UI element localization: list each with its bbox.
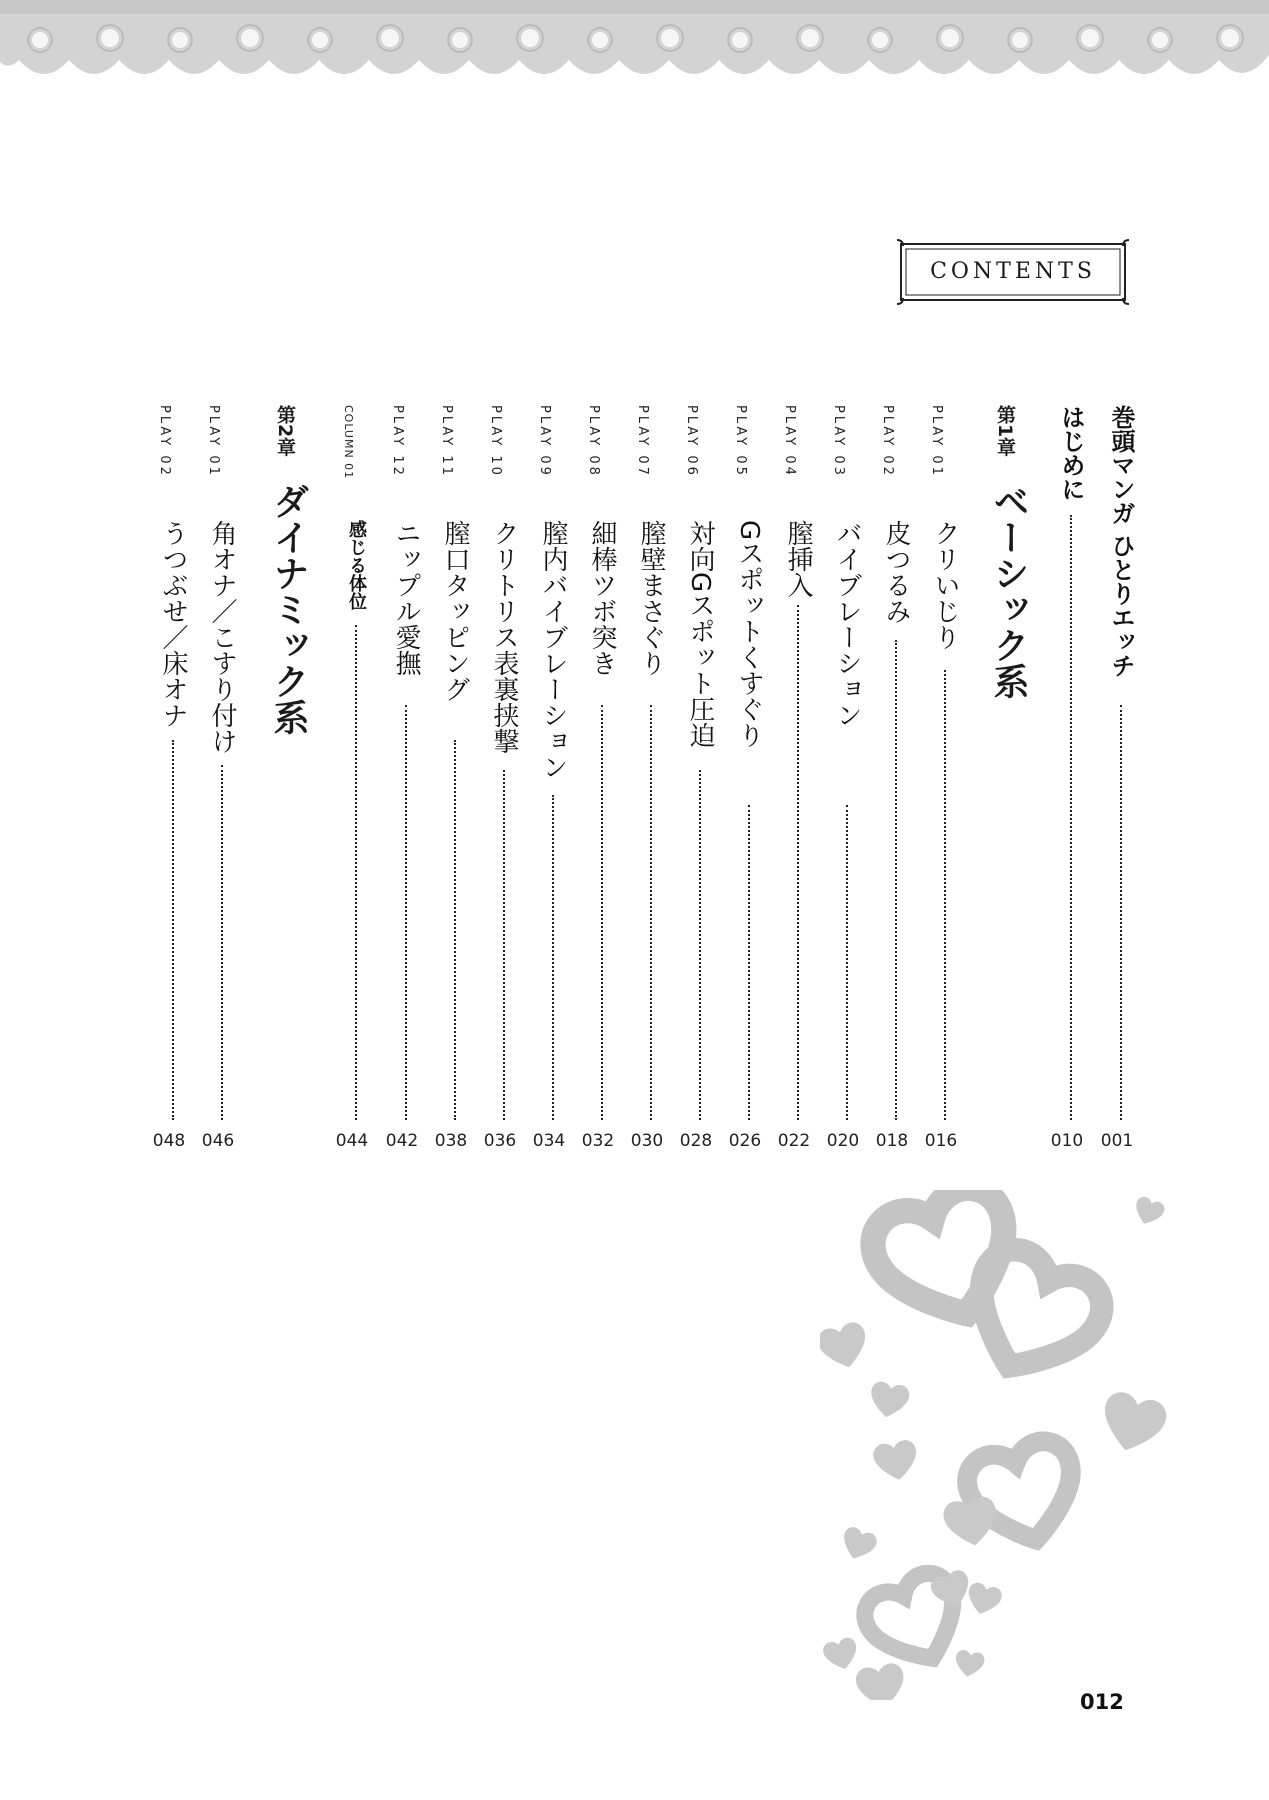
play-label: PLAY 11 [439, 405, 454, 478]
dot-leader [552, 795, 554, 1120]
chapter-title: ベーシック系 [988, 483, 1029, 699]
play-label: PLAY 01 [206, 405, 221, 478]
toc-entry-title: クリトリス表裏挟撃 [489, 520, 519, 754]
play-label: PLAY 09 [537, 405, 552, 478]
toc-entry-play-06[interactable] [679, 405, 719, 1151]
toc-page-number: 030 [630, 1131, 664, 1151]
toc-entry-title: 対向Gスポット圧迫 [685, 520, 715, 749]
toc-page-number: 028 [679, 1131, 713, 1151]
dot-leader [601, 705, 603, 1120]
toc-entry-play-05[interactable] [728, 405, 768, 1151]
toc-entry-column-01[interactable] [335, 405, 375, 1151]
play-label: PLAY 06 [684, 405, 699, 478]
toc-page-number: 038 [434, 1131, 468, 1151]
toc-entry-title: 細棒ツボ突き [587, 520, 617, 676]
toc-entry-title: 膣挿入 [783, 520, 813, 598]
dot-leader [748, 805, 750, 1120]
toc-entry-title: ニップル愛撫 [391, 520, 421, 676]
dot-leader [405, 705, 407, 1120]
play-label: PLAY 03 [831, 405, 846, 478]
play-label: PLAY 05 [733, 405, 748, 478]
toc-page-number: 042 [385, 1131, 419, 1151]
play-label: PLAY 02 [157, 405, 172, 478]
chapter-label: 第2章 [274, 405, 296, 457]
dot-leader [221, 765, 223, 1120]
toc-page-number: 016 [924, 1131, 958, 1151]
toc-entry-title: 皮つるみ [881, 520, 911, 624]
toc-page-number: 010 [1050, 1131, 1084, 1151]
play-label: PLAY 10 [488, 405, 503, 478]
decorative-hearts [820, 1190, 1220, 1700]
toc-page-number: 020 [826, 1131, 860, 1151]
toc-entry-play-01[interactable] [924, 405, 964, 1151]
play-label: PLAY 07 [635, 405, 650, 478]
toc-page-number: 022 [777, 1131, 811, 1151]
dot-leader [503, 770, 505, 1120]
toc-entry-title: 巻頭マンガ ひとりエッチ [1107, 405, 1135, 678]
dot-leader [172, 740, 174, 1120]
dot-leader [846, 805, 848, 1120]
dot-leader [895, 640, 897, 1120]
toc-page-number: 044 [335, 1131, 369, 1151]
toc-page-number: 046 [201, 1131, 235, 1151]
play-label: PLAY 12 [390, 405, 405, 478]
toc-entry-manga[interactable] [1100, 405, 1140, 1151]
toc-entry-title: 膣壁まさぐり [636, 520, 666, 676]
dot-leader [1120, 705, 1122, 1120]
toc-entry-play-10[interactable] [483, 405, 523, 1151]
dot-leader [355, 625, 357, 1120]
toc-entry-title: バイブレーション [832, 520, 862, 728]
dot-leader [699, 770, 701, 1120]
dot-leader [650, 705, 652, 1120]
dot-leader [944, 670, 946, 1120]
toc-entry-title: はじめに [1057, 405, 1085, 501]
toc-entry-play-11[interactable] [434, 405, 474, 1151]
toc-entry-title: 膣口タッピング [440, 520, 470, 702]
play-label: PLAY 08 [586, 405, 601, 478]
toc-entry-intro[interactable] [1050, 405, 1090, 1151]
toc-entry-play-07[interactable] [630, 405, 670, 1151]
toc-page-number: 032 [581, 1131, 615, 1151]
toc-page-number: 034 [532, 1131, 566, 1151]
page-number: 012 [1080, 1690, 1124, 1714]
toc-entry-play-12[interactable] [385, 405, 425, 1151]
toc-page-number: 026 [728, 1131, 762, 1151]
toc-entry-title: 感じる体位 [346, 520, 367, 610]
toc-entry-title: クリいじり [930, 520, 960, 650]
toc-entry-title: 膣内バイブレーション [538, 520, 568, 780]
dot-leader [1070, 515, 1072, 1120]
contents-heading: CONTENTS [930, 259, 1096, 284]
toc-entry-dynamic-play-02[interactable] [152, 405, 192, 1151]
toc-entry-play-09[interactable] [532, 405, 572, 1151]
toc-entry-play-08[interactable] [581, 405, 621, 1151]
toc-entry-title: うつぶせ／床オナ [158, 520, 188, 728]
play-label: PLAY 04 [782, 405, 797, 478]
toc-entry-play-03[interactable] [826, 405, 866, 1151]
toc-entry-play-04[interactable] [777, 405, 817, 1151]
toc-page-number: 048 [152, 1131, 186, 1151]
toc-entry-title: 角オナ／こすり付け [207, 520, 237, 754]
play-label: PLAY 01 [929, 405, 944, 478]
play-label: PLAY 02 [880, 405, 895, 478]
toc-entry-play-02[interactable] [875, 405, 915, 1151]
dot-leader [454, 740, 456, 1120]
toc-page-number: 018 [875, 1131, 909, 1151]
chapter-1-heading [986, 405, 1030, 705]
toc-page-number: 001 [1100, 1131, 1134, 1151]
chapter-title: ダイナミック系 [268, 483, 309, 735]
chapter-label: 第1章 [994, 405, 1016, 457]
toc-entry-dynamic-play-01[interactable] [201, 405, 241, 1151]
dot-leader [797, 605, 799, 1120]
column-label: COLUMN 01 [342, 405, 355, 480]
chapter-2-heading [266, 405, 310, 735]
toc-page-number: 036 [483, 1131, 517, 1151]
toc-entry-title: Gスポットくすぐり [734, 520, 764, 749]
